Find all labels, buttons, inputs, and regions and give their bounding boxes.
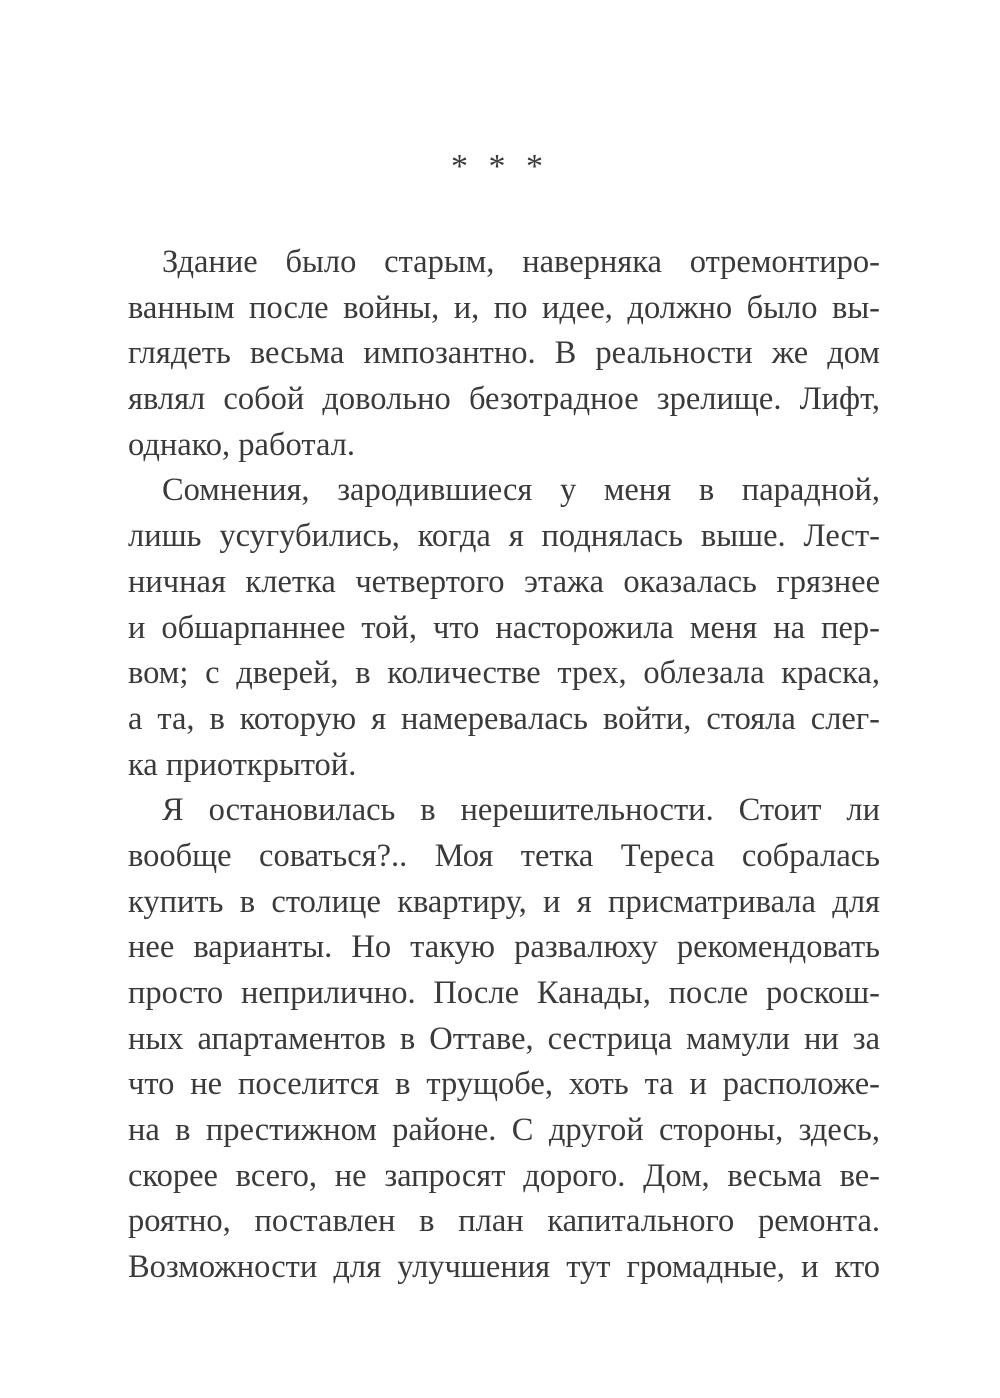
- text-line: лишь усугубились, когда я поднялась выше. Лест-: [128, 518, 880, 555]
- text-line: глядеть весьма импозантно. В реальности же дом: [128, 335, 880, 372]
- text-line: Здание было старым, наверняка отремонтиро-: [162, 244, 880, 280]
- text-line: ных апартаментов в Оттаве, сестрица мамули ни за: [128, 1020, 880, 1057]
- text-line: и обшарпаннее той, что насторожила меня на пер-: [128, 609, 880, 646]
- text-line: купить в столице квартиру, и я присматривала для: [128, 883, 880, 920]
- text-line: ка приоткрытой.: [128, 746, 357, 783]
- text-line: просто неприлично. После Канады, после роскош-: [128, 975, 880, 1011]
- text-line: вообще соваться?.. Моя тетка Тереса собралась: [128, 837, 880, 874]
- section-separator: * * *: [451, 148, 549, 185]
- text-line: а та, в которую я намеревалась войти, стояла слег-: [128, 700, 880, 737]
- paragraph-3: [128, 788, 880, 1291]
- paragraph-2: [128, 468, 880, 788]
- text-line: Возможности для улучшения тут громадные, и кто: [128, 1249, 880, 1286]
- text-line: являл собой довольно безотрадное зрелище. Лифт,: [128, 381, 880, 418]
- text-line: Я остановилась в нерешительности. Стоит ли: [162, 792, 880, 829]
- text-line: однако, работал.: [128, 426, 355, 463]
- text-line: ничная клетка четвертого этажа оказалась грязнее: [128, 563, 880, 600]
- text-line: скорее всего, не запросят дорого. Дом, весьма ве-: [128, 1157, 880, 1194]
- text-line: вом; с дверей, в количестве трех, облезала краска,: [128, 655, 880, 692]
- text-line: нее варианты. Но такую развалюху рекомендовать: [128, 929, 880, 966]
- paragraph-1: [128, 240, 880, 468]
- text-line: ванным после войны, и, по идее, должно было вы-: [128, 289, 880, 326]
- text-line: Сомнения, зародившиеся у меня в парадной,: [162, 472, 880, 509]
- text-line: роятно, поставлен в план капитального ремонта.: [128, 1203, 880, 1240]
- text-line: что не поселится в трущобе, хоть та и расположе-: [128, 1066, 880, 1103]
- body-text: [128, 240, 880, 1291]
- text-line: на в престижном районе. С другой стороны, здесь,: [128, 1112, 880, 1149]
